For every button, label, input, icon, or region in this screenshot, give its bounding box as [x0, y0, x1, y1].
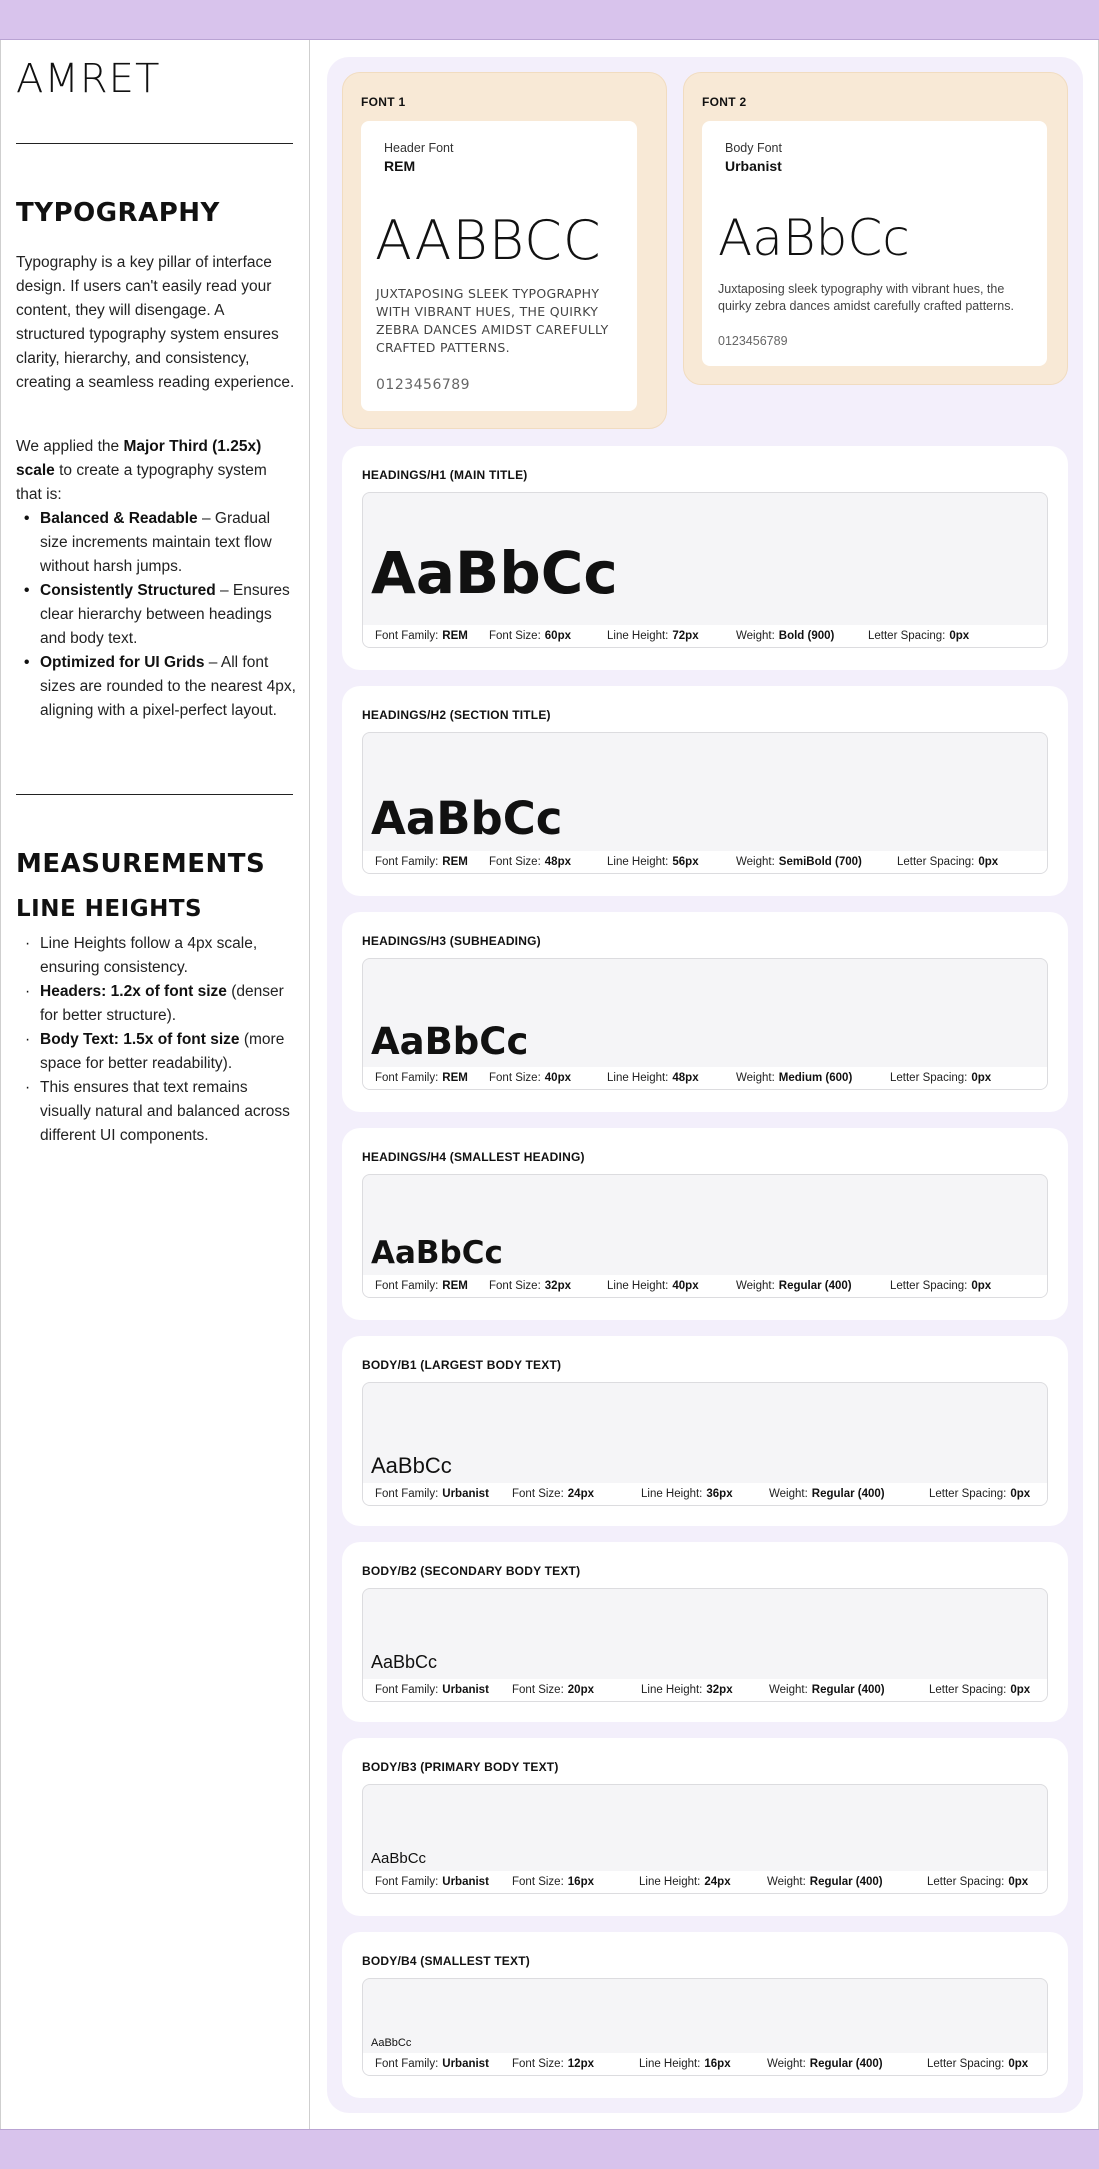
spec-sample-text: AaBbCc — [371, 792, 563, 845]
meta-value: 72px — [672, 630, 699, 642]
type-spec-card — [342, 1128, 1068, 1320]
benefit-title: Balanced & Readable — [40, 510, 198, 527]
meta-value: 12px — [567, 2058, 594, 2070]
bottom-bar — [0, 2129, 1099, 2169]
meta-label: Line Height: — [639, 1876, 701, 1888]
line-item-title: Headers: 1.2x of font size — [40, 983, 227, 1000]
font-card-label: FONT 2 — [702, 95, 747, 109]
meta-value: 0px — [1008, 2058, 1029, 2070]
spec-label: HEADINGS/H4 (SMALLEST HEADING) — [362, 1150, 585, 1164]
meta-value: 48px — [544, 856, 571, 868]
meta-value: 0px — [978, 856, 999, 868]
line-item-text: (denser for better structure). — [40, 983, 284, 1024]
font-paragraph: JUXTAPOSING SLEEK TYPOGRAPHY WITH VIBRANT HUES, THE QUIRKY ZEBRA DANCES AMIDST CAREFULLY CRAFTED PATTERNS. — [376, 286, 609, 355]
type-spec-card — [342, 912, 1068, 1112]
meta-size — [489, 630, 571, 642]
meta-size — [512, 2058, 594, 2070]
meta-weight — [767, 1876, 883, 1888]
brand-logo: AMRET — [16, 56, 161, 102]
meta-label: Font Size: — [489, 856, 541, 868]
meta-label: Letter Spacing: — [897, 856, 975, 868]
spec-sample-text: AaBbCc — [371, 2037, 412, 2049]
meta-size — [489, 856, 571, 868]
font-numbers: 0123456789 — [718, 334, 788, 348]
meta-line-height — [639, 2058, 731, 2070]
meta-value: SemiBold (700) — [778, 856, 862, 868]
meta-label: Font Family: — [375, 1280, 439, 1292]
font-specimen — [361, 121, 637, 411]
meta-family — [375, 2058, 489, 2070]
meta-label: Line Height: — [607, 1072, 669, 1084]
meta-spacing — [897, 856, 998, 868]
spec-preview — [362, 958, 1048, 1090]
spec-preview — [362, 1174, 1048, 1298]
type-spec-card — [342, 1932, 1068, 2098]
meta-value: 32px — [544, 1280, 571, 1292]
spec-label: BODY/B2 (SECONDARY BODY TEXT) — [362, 1564, 581, 1578]
spec-label: HEADINGS/H3 (SUBHEADING) — [362, 934, 541, 948]
meta-value: 0px — [1008, 1876, 1029, 1888]
meta-family — [375, 630, 468, 642]
spec-meta — [363, 1067, 1047, 1089]
meta-label: Font Family: — [375, 1488, 439, 1500]
meta-label: Font Size: — [512, 1876, 564, 1888]
meta-size — [489, 1280, 571, 1292]
meta-value: REM — [442, 1280, 468, 1292]
line-item-text: Line Heights follow a 4px scale, ensuring consistency. — [40, 935, 258, 976]
meta-spacing — [929, 1488, 1030, 1500]
font-specimen — [702, 121, 1047, 366]
benefits-list — [16, 507, 296, 723]
spec-meta — [363, 1871, 1047, 1893]
spec-sample-text: AaBbCc — [371, 1020, 529, 1063]
top-bar — [0, 0, 1099, 40]
spec-label: HEADINGS/H1 (MAIN TITLE) — [362, 468, 528, 482]
meta-value: REM — [442, 1072, 468, 1084]
meta-line-height — [607, 1280, 699, 1292]
meta-weight — [736, 1072, 852, 1084]
meta-value: 16px — [704, 2058, 731, 2070]
typography-intro: Typography is a key pillar of interface design. If users can't easily read your content, they will disengage. A structured typography system ensures clarity, hierarchy, and consistency, creating a seamless reading experience. — [16, 254, 295, 391]
meta-label: Letter Spacing: — [890, 1072, 968, 1084]
meta-label: Font Size: — [489, 1072, 541, 1084]
meta-label: Weight: — [769, 1684, 808, 1696]
meta-label: Line Height: — [639, 2058, 701, 2070]
benefit-text: – Gradual size increments maintain text flow without harsh jumps. — [40, 510, 272, 575]
meta-weight — [736, 630, 834, 642]
spec-sample-text: AaBbCc — [371, 1652, 438, 1672]
meta-value: Urbanist — [442, 1684, 489, 1696]
meta-label: Font Size: — [489, 630, 541, 642]
meta-value: 56px — [672, 856, 699, 868]
font-card-1 — [342, 72, 667, 429]
spec-label: BODY/B3 (PRIMARY BODY TEXT) — [362, 1760, 559, 1774]
spec-meta — [363, 1275, 1047, 1297]
line-item-text: This ensures that text remains visually natural and balanced across different UI components. — [40, 1079, 290, 1144]
meta-value: 0px — [971, 1280, 992, 1292]
meta-label: Font Family: — [375, 1072, 439, 1084]
meta-spacing — [868, 630, 969, 642]
meta-label: Font Size: — [512, 2058, 564, 2070]
meta-label: Weight: — [767, 2058, 806, 2070]
spec-meta — [363, 625, 1047, 647]
meta-spacing — [890, 1280, 991, 1292]
meta-label: Letter Spacing: — [927, 2058, 1005, 2070]
spec-preview — [362, 1978, 1048, 2076]
meta-label: Letter Spacing: — [927, 1876, 1005, 1888]
meta-label: Line Height: — [607, 856, 669, 868]
benefit-text: – All font sizes are rounded to the nearest 4px, aligning with a pixel-perfect layout. — [40, 654, 296, 719]
meta-label: Weight: — [769, 1488, 808, 1500]
font-sample: AaBbCc — [718, 209, 910, 267]
meta-value: Regular (400) — [809, 2058, 883, 2070]
meta-label: Font Family: — [375, 630, 439, 642]
meta-value: Regular (400) — [809, 1876, 883, 1888]
meta-family — [375, 1488, 489, 1500]
font-card-label: FONT 1 — [361, 95, 406, 109]
font-sample: AABBCC — [375, 209, 602, 272]
meta-label: Font Size: — [489, 1280, 541, 1292]
spec-sample-text: AaBbCc — [371, 1235, 503, 1271]
list-item — [16, 980, 296, 1028]
meta-label: Font Size: — [512, 1684, 564, 1696]
meta-size — [489, 1072, 571, 1084]
spec-preview — [362, 492, 1048, 648]
line-heights-list — [16, 932, 296, 1148]
list-item — [16, 579, 296, 651]
meta-line-height — [641, 1488, 733, 1500]
meta-label: Font Family: — [375, 2058, 439, 2070]
meta-value: 0px — [971, 1072, 992, 1084]
benefit-title: Consistently Structured — [40, 582, 216, 599]
meta-spacing — [929, 1684, 1030, 1696]
meta-label: Weight: — [736, 630, 775, 642]
meta-value: REM — [442, 856, 468, 868]
scale-bold: Major Third (1.25x) scale — [16, 438, 262, 479]
meta-weight — [769, 1684, 885, 1696]
meta-value: 24px — [567, 1488, 594, 1500]
meta-label: Weight: — [736, 856, 775, 868]
meta-label: Weight: — [736, 1280, 775, 1292]
font-role: Body Font — [725, 141, 782, 155]
meta-label: Line Height: — [641, 1684, 703, 1696]
meta-spacing — [927, 2058, 1028, 2070]
typography-title: TYPOGRAPHY — [16, 198, 220, 228]
type-spec-card — [342, 686, 1068, 896]
font-card-2 — [683, 72, 1068, 385]
list-item — [16, 1028, 296, 1076]
font-role: Header Font — [384, 141, 454, 155]
meta-value: 36px — [706, 1488, 733, 1500]
meta-value: Medium (600) — [778, 1072, 853, 1084]
meta-value: REM — [442, 630, 468, 642]
meta-size — [512, 1876, 594, 1888]
meta-spacing — [927, 1876, 1028, 1888]
meta-label: Weight: — [767, 1876, 806, 1888]
font-numbers: 0123456789 — [376, 377, 471, 393]
meta-value: 0px — [1010, 1488, 1031, 1500]
meta-value: 32px — [706, 1684, 733, 1696]
meta-weight — [736, 856, 862, 868]
meta-size — [512, 1488, 594, 1500]
meta-line-height — [607, 1072, 699, 1084]
benefit-title: Optimized for UI Grids — [40, 654, 205, 671]
spec-sample-text: AaBbCc — [371, 1453, 452, 1478]
meta-family — [375, 1684, 489, 1696]
scale-description — [16, 435, 296, 507]
meta-label: Letter Spacing: — [890, 1280, 968, 1292]
meta-label: Font Family: — [375, 856, 439, 868]
meta-value: 60px — [544, 630, 571, 642]
measurements-title: MEASUREMENTS — [16, 849, 266, 879]
meta-label: Weight: — [736, 1072, 775, 1084]
meta-value: Regular (400) — [811, 1488, 885, 1500]
meta-label: Line Height: — [607, 630, 669, 642]
type-spec-card — [342, 1336, 1068, 1526]
meta-value: 20px — [567, 1684, 594, 1696]
spec-label: BODY/B1 (LARGEST BODY TEXT) — [362, 1358, 562, 1372]
spec-preview — [362, 732, 1048, 874]
list-item — [16, 1076, 296, 1148]
meta-value: 0px — [1010, 1684, 1031, 1696]
meta-line-height — [607, 630, 699, 642]
meta-label: Letter Spacing: — [929, 1488, 1007, 1500]
meta-size — [512, 1684, 594, 1696]
list-item — [16, 507, 296, 579]
meta-value: Regular (400) — [778, 1280, 852, 1292]
meta-family — [375, 1280, 468, 1292]
meta-value: Bold (900) — [778, 630, 835, 642]
spec-preview — [362, 1784, 1048, 1894]
line-item-title: Body Text: 1.5x of font size — [40, 1031, 240, 1048]
spec-label: HEADINGS/H2 (SECTION TITLE) — [362, 708, 551, 722]
benefit-text: – Ensures clear hierarchy between headings and body text. — [40, 582, 290, 647]
meta-value: 16px — [567, 1876, 594, 1888]
meta-label: Line Height: — [607, 1280, 669, 1292]
font-name: REM — [384, 158, 416, 174]
spec-sample-text: AaBbCc — [371, 539, 618, 607]
meta-family — [375, 1072, 468, 1084]
meta-value: Urbanist — [442, 1488, 489, 1500]
meta-spacing — [890, 1072, 991, 1084]
divider — [16, 794, 293, 795]
meta-weight — [767, 2058, 883, 2070]
font-name: Urbanist — [725, 158, 782, 174]
line-heights-title: LINE HEIGHTS — [16, 896, 203, 922]
list-item — [16, 932, 296, 980]
scale-post: to create a typography system that is: — [16, 462, 267, 503]
spec-sample-text: AaBbCc — [371, 1850, 427, 1867]
type-spec-card — [342, 446, 1068, 670]
spec-meta — [363, 1483, 1047, 1505]
meta-value: 40px — [544, 1072, 571, 1084]
meta-value: 0px — [949, 630, 970, 642]
meta-value: Urbanist — [442, 2058, 489, 2070]
meta-label: Letter Spacing: — [868, 630, 946, 642]
meta-line-height — [639, 1876, 731, 1888]
spec-label: BODY/B4 (SMALLEST TEXT) — [362, 1954, 530, 1968]
meta-label: Font Size: — [512, 1488, 564, 1500]
meta-value: 24px — [704, 1876, 731, 1888]
list-item — [16, 651, 296, 723]
meta-label: Letter Spacing: — [929, 1684, 1007, 1696]
meta-label: Font Family: — [375, 1684, 439, 1696]
meta-value: 40px — [672, 1280, 699, 1292]
spec-preview — [362, 1382, 1048, 1506]
meta-value: Urbanist — [442, 1876, 489, 1888]
spec-meta — [363, 1679, 1047, 1701]
meta-value: Regular (400) — [811, 1684, 885, 1696]
meta-value: 48px — [672, 1072, 699, 1084]
spec-meta — [363, 2053, 1047, 2075]
line-item-text: (more space for better readability). — [40, 1031, 285, 1072]
meta-family — [375, 1876, 489, 1888]
spec-meta — [363, 851, 1047, 873]
type-spec-card — [342, 1542, 1068, 1722]
type-spec-card — [342, 1738, 1068, 1916]
spec-preview — [362, 1588, 1048, 1702]
meta-line-height — [607, 856, 699, 868]
meta-line-height — [641, 1684, 733, 1696]
meta-label: Line Height: — [641, 1488, 703, 1500]
meta-label: Font Family: — [375, 1876, 439, 1888]
meta-family — [375, 856, 468, 868]
meta-weight — [736, 1280, 852, 1292]
font-paragraph: Juxtaposing sleek typography with vibrant hues, the quirky zebra dances amidst carefully crafted patterns. — [718, 282, 1014, 313]
meta-weight — [769, 1488, 885, 1500]
scale-pre: We applied the — [16, 438, 124, 455]
divider — [16, 143, 293, 144]
